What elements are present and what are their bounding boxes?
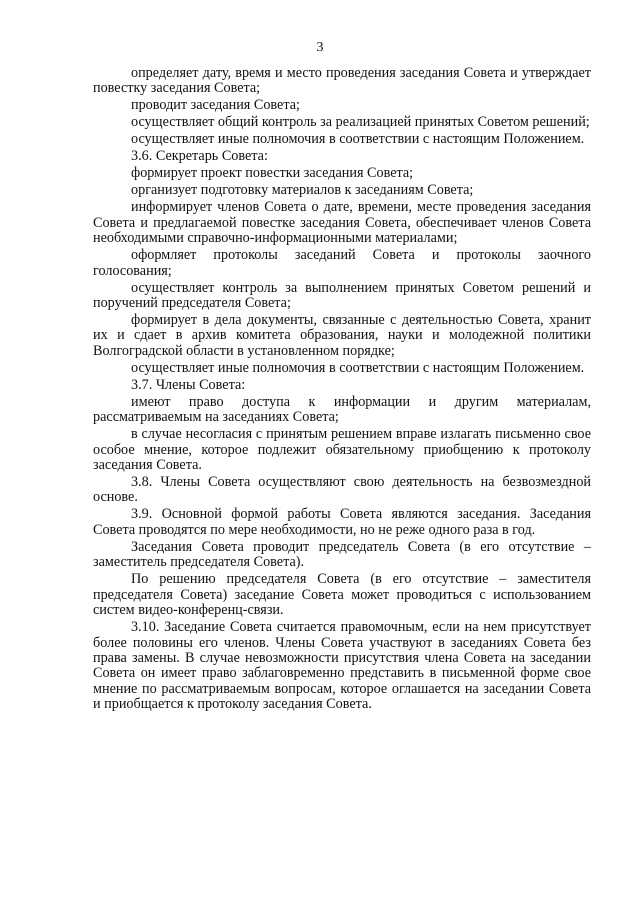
paragraph: 3.9. Основной формой работы Совета являются заседания. Заседания Совета проводятся по мере необходимости, но не реже одного раза в год. <box>93 506 591 538</box>
paragraph: информирует членов Совета о дате, времени, месте проведения заседания Совета и предлагаемой повестке заседания Совета, обеспечивает членов Совета необходимыми справочно-информационными материалами; <box>93 199 591 247</box>
page-number: 3 <box>316 40 324 55</box>
paragraph: формирует проект повестки заседания Совета; <box>131 165 414 182</box>
paragraph: в случае несогласия с принятым решением вправе излагать письменно свое особое мнение, которое подлежит обязательному приобщению к протоколу заседания Совета. <box>93 426 591 474</box>
paragraph: формирует в дела документы, связанные с деятельностью Совета, хранит их и сдает в архив комитета образования, науки и молодежной политики Волгоградской области в установленном порядке; <box>93 312 591 359</box>
paragraph: 3.10. Заседание Совета считается правомочным, если на нем присутствует более половины его членов. Члены Совета участвуют в заседаниях Совета без права замены. В случае невозможности присутствия члена Совета на заседании Совета он имеет право заблаговременно представить в письменной форме свое мнение по рассматриваемым вопросам, которое оглашается на заседании Совета и приобщается к протоколу заседания Совета. <box>93 619 591 713</box>
paragraph: имеют право доступа к информации и другим материалам, рассматриваемым на заседаниях Совета; <box>93 393 591 426</box>
section-heading: 3.7. Члены Совета: <box>131 376 246 393</box>
paragraph: осуществляет иные полномочия в соответствии с настоящим Положением. <box>131 131 585 148</box>
paragraph: осуществляет общий контроль за реализацией принятых Советом решений; <box>131 114 590 131</box>
paragraph: По решению председателя Совета (в его отсутствие – заместителя председателя Совета) заседание Совета может проводиться с использованием систем видео-конференц-связи. <box>93 571 591 619</box>
paragraph: проводит заседания Совета; <box>131 97 300 114</box>
paragraph: Заседания Совета проводит председатель Совета (в его отсутствие – заместитель председателя Совета). <box>93 538 591 571</box>
document-body <box>93 66 591 714</box>
paragraph: организует подготовку материалов к заседаниям Совета; <box>131 182 474 199</box>
paragraph: осуществляет иные полномочия в соответствии с настоящим Положением. <box>131 359 585 376</box>
paragraph: определяет дату, время и место проведения заседания Совета и утверждает повестку заседания Совета; <box>93 65 591 97</box>
paragraph: осуществляет контроль за выполнением принятых Советом решений и поручений председателя Совета; <box>93 279 591 312</box>
section-heading: 3.6. Секретарь Совета: <box>131 148 268 165</box>
paragraph: 3.8. Члены Совета осуществляют свою деятельность на безвозмездной основе. <box>93 474 591 506</box>
paragraph: оформляет протоколы заседаний Совета и протоколы заочного голосования; <box>93 247 591 279</box>
